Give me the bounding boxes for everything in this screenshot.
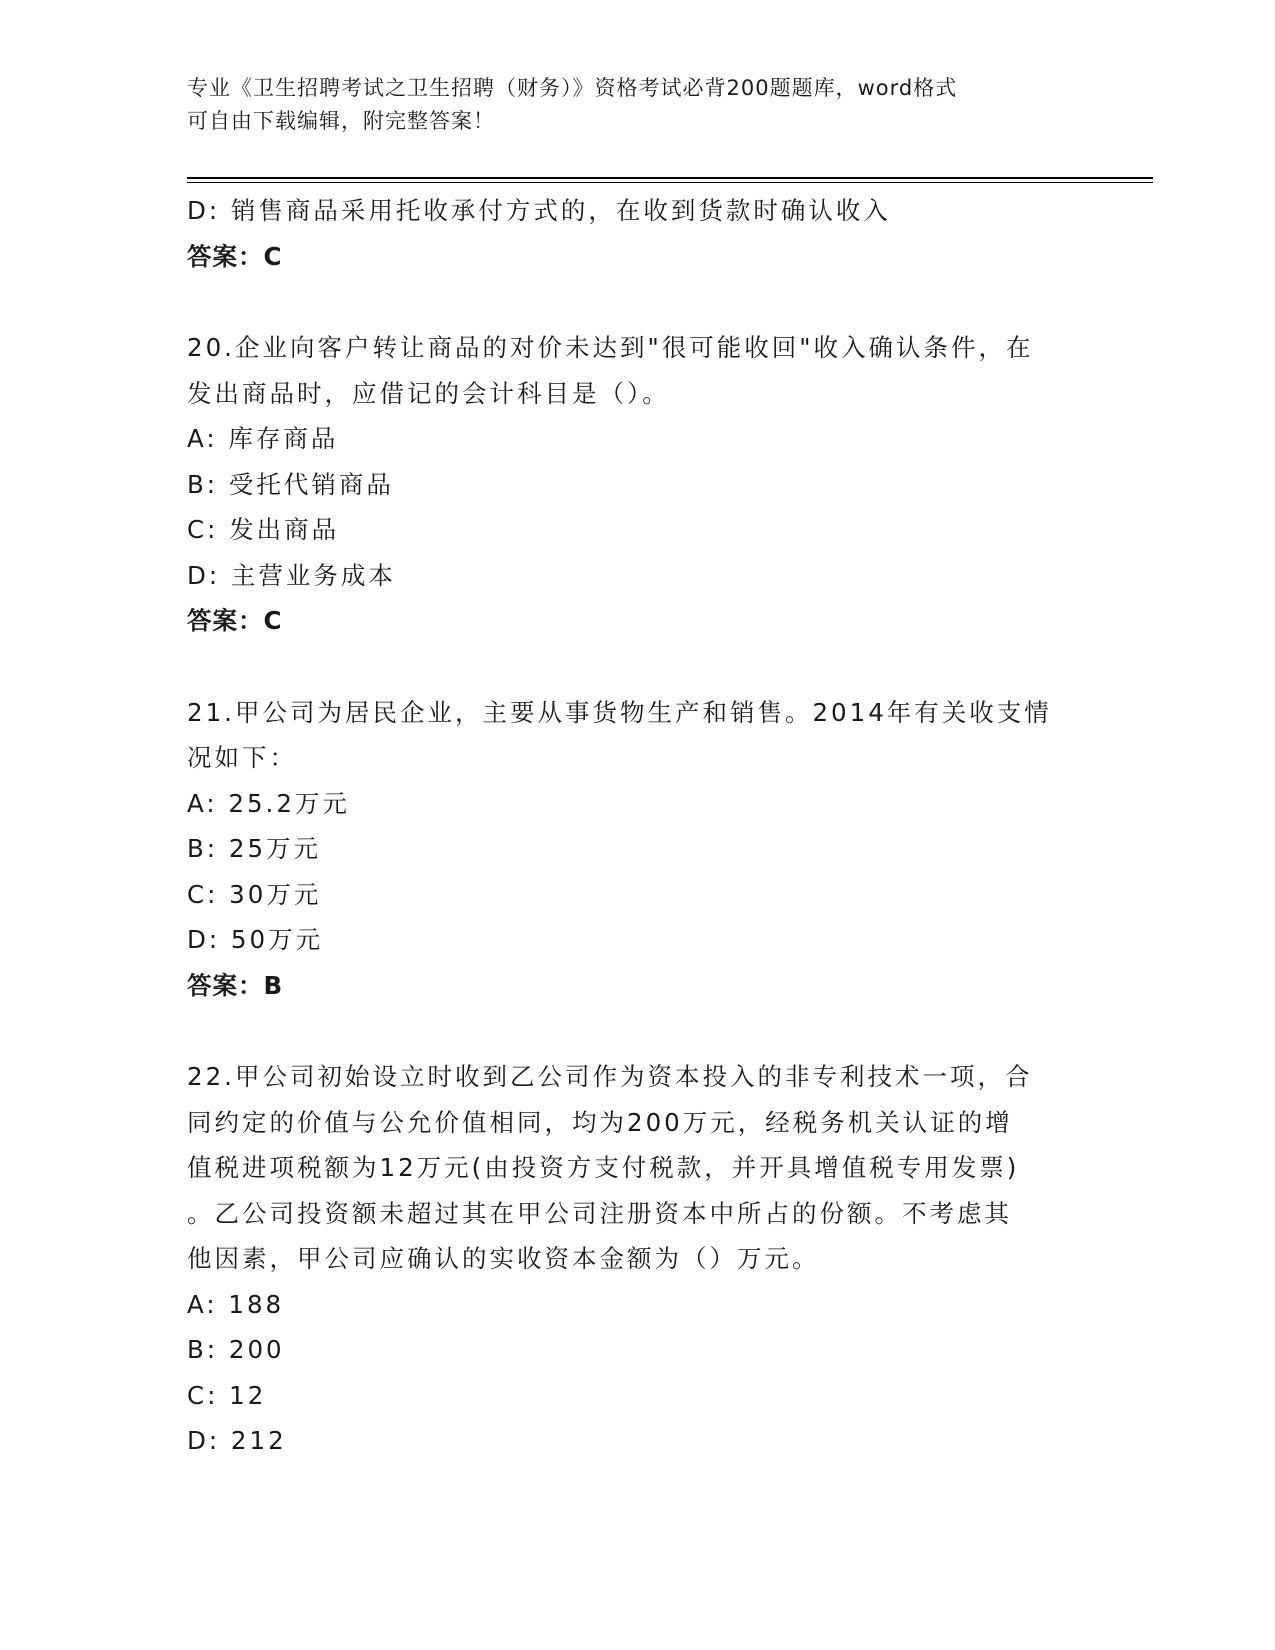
option-d: D: 212 xyxy=(187,1426,287,1455)
option-a: A: 库存商品 xyxy=(187,424,339,453)
option-d: D: 50万元 xyxy=(187,925,324,954)
question-20 xyxy=(187,325,1087,644)
option-c: C: 12 xyxy=(187,1380,267,1410)
option-c: C: 30万元 xyxy=(187,879,322,909)
header-divider-thick xyxy=(187,177,1153,179)
option-b: B: 200 xyxy=(187,1335,285,1364)
answer-line: 答案：C xyxy=(187,241,283,271)
header-title-line-1: 专业《卫生招聘考试之卫生招聘（财务）》资格考试必背200题题库，word格式 xyxy=(187,76,958,100)
question-text-line: 发出商品时，应借记的会计科目是（）。 xyxy=(187,378,670,408)
option-a: A: 188 xyxy=(187,1289,285,1319)
option-c: C: 发出商品 xyxy=(187,515,340,544)
option-d: D: 销售商品采用托收承付方式的，在收到货款时确认收入 xyxy=(187,196,891,225)
question-text-line: 21.甲公司为居民企业，主要从事货物生产和销售。2014年有关收支情 xyxy=(187,697,1052,727)
header-title-line-2: 可自由下载编辑，附完整答案！ xyxy=(187,109,495,133)
spacer xyxy=(187,1008,1087,1054)
header-divider-thin xyxy=(187,182,1153,183)
option-b: B: 25万元 xyxy=(187,834,322,863)
question-text-line: 20.企业向客户转让商品的对价未达到"很可能收回"收入确认条件，在 xyxy=(187,333,1034,362)
question-text-line: 值税进项税额为12万元(由投资方支付税款，并开具增值税专用发票) xyxy=(187,1153,1020,1182)
question-text-line: 22.甲公司初始设立时收到乙公司作为资本投入的非专利技术一项，合 xyxy=(187,1062,1033,1091)
question-22 xyxy=(187,1054,1087,1464)
question-text-line: 。乙公司投资额未超过其在甲公司注册资本中所占的份额。不考虑其 xyxy=(187,1198,1012,1228)
spacer xyxy=(187,644,1087,690)
question-text-line: 他因素，甲公司应确认的实收资本金额为（）万元。 xyxy=(187,1244,820,1273)
option-d: D: 主营业务成本 xyxy=(187,560,396,590)
spacer xyxy=(187,279,1087,325)
document-header xyxy=(187,72,1087,138)
answer-line: 答案：B xyxy=(187,970,284,1000)
question-list xyxy=(187,188,1087,1464)
question-text-line: 同约定的价值与公允价值相同，均为200万元，经税务机关认证的增 xyxy=(187,1107,1013,1137)
question-19-tail xyxy=(187,188,1087,279)
answer-line: 答案：C xyxy=(187,606,283,635)
option-a: A: 25.2万元 xyxy=(187,788,350,818)
question-21 xyxy=(187,690,1087,1009)
question-text-line: 况如下： xyxy=(187,743,297,772)
option-b: B: 受托代销商品 xyxy=(187,469,394,499)
